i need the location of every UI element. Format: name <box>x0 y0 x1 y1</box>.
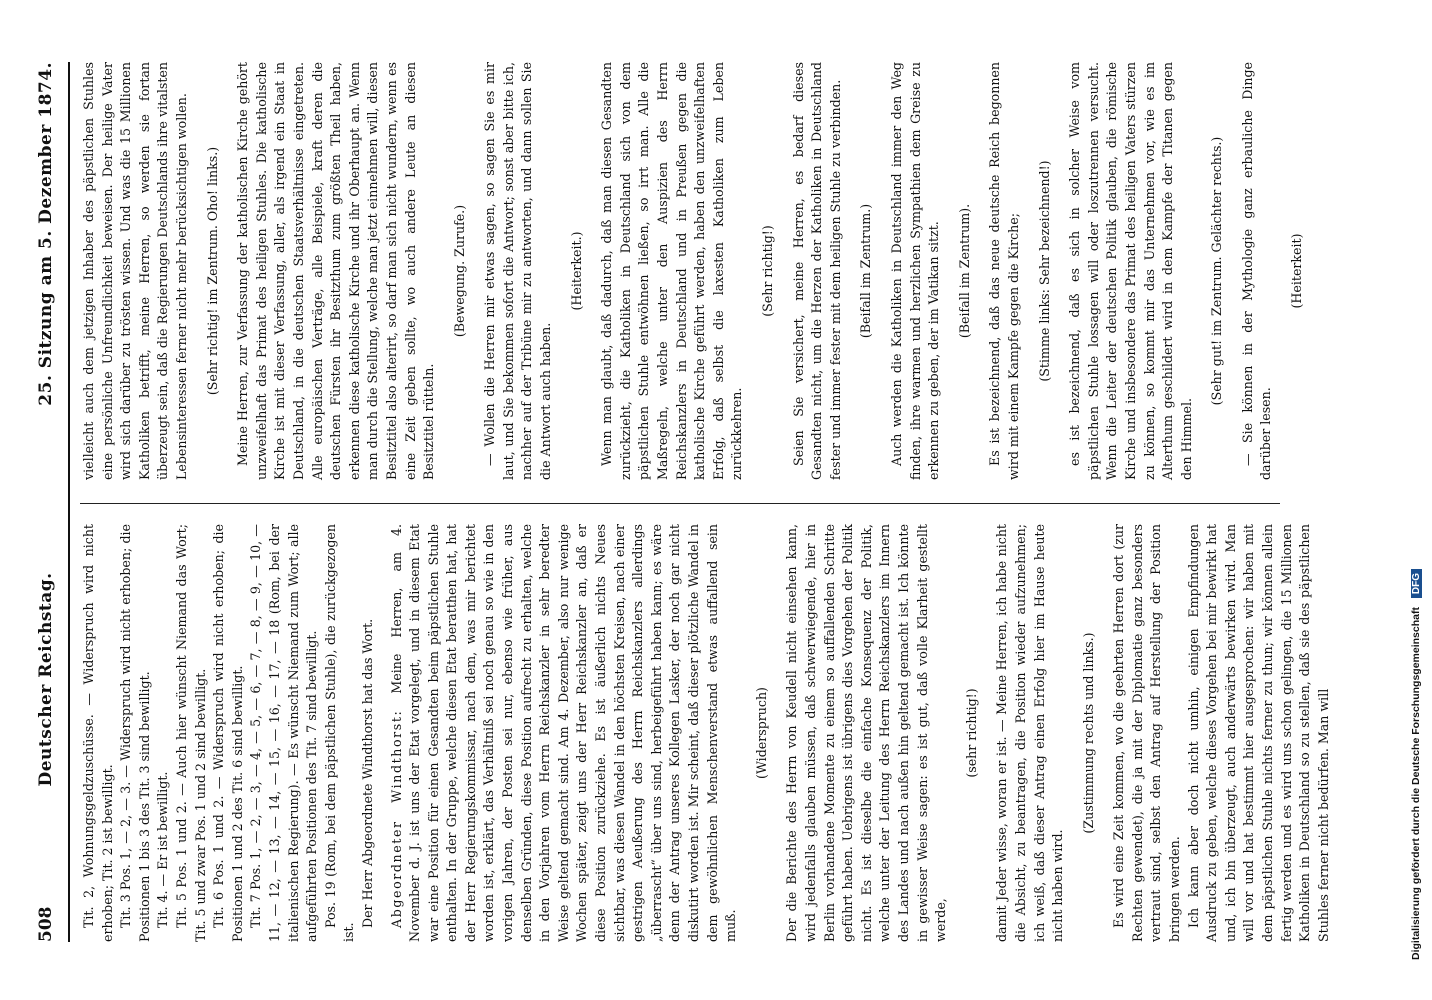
paragraph: — Sie können in der Mythologie ganz erbauliche Dinge darüber lesen. <box>1239 62 1274 480</box>
paragraph: damit Jeder wisse, woran er ist. — Meine Herren, ich habe nicht die Absicht, zu beantragen, die Position wieder aufzunehmen; ich weiß, daß dieser Antrag einen Erfolg hier im Hause heute nicht haben wird. <box>994 524 1066 942</box>
interjection: (Beifall im Zentrum). <box>956 203 972 339</box>
interjection: (Bewegung. Zurufe.) <box>451 204 467 338</box>
digitization-credit <box>1410 60 1422 960</box>
paragraph: Pos. 19 (Rom, bei dem päpstlichen Stuhle), die zurückgezogen ist. <box>322 524 357 942</box>
paragraph: Tit. 3 Pos. 1, — 2, — 3. — Widerspruch wird nicht erhoben; die Positionen 1 bis 3 des Tit. 3 sind bewilligt. <box>118 524 152 942</box>
interjection: (Heiterkeit.) <box>568 231 584 311</box>
paragraph: Wenn man glaubt, daß dadurch, daß man diesen Gesandten zurückzieht, die Katholiken in Deutschland sich von dem päpstlichen Stuhle entwöhnen ließen, so irrt man. Alle die Maßregeln, welche unter den Auspizien des Herrn Reichskanzlers in Deutschland und in Preußen gegen die katholische Kirche geführt werden, haben den unzweifelhaften Erfolg, daß selbst die laxesten Katholiken zum Leben zurückkehren. <box>599 62 745 480</box>
dfg-logo: DFG <box>1411 569 1422 598</box>
session-title: 25. Sitzung am 5. Dezember 1874. <box>36 62 56 406</box>
interjection: (Sehr gut! im Zentrum. Gelächter rechts.) <box>1209 136 1225 406</box>
interjection: (Zustimmung rechts und links.) <box>1080 632 1096 834</box>
interjection: (sehr richtig!) <box>963 688 979 778</box>
interjection: (Widerspruch) <box>753 687 769 779</box>
interjection: (Beifall im Zentrum.) <box>858 203 874 339</box>
paragraph: Seien Sie versichert, meine Herren, es bedarf dieses Gesandten nicht, um die Herzen der Katholiken in Deutschland fester und immer fester mit dem heiligen Stuhle zu verbinden. <box>790 62 843 480</box>
paragraph: Es wird eine Zeit kommen, wo die geehrten Herren dort (zur Rechten gewendet), die ja mit der Diplomatie ganz besonders vertraut sind, selbst den Antrag auf Herstellung der Position bringen werden. <box>1111 524 1183 942</box>
paragraph: — Wollen die Herren mir etwas sagen, so sagen Sie es mir laut, und Sie bekommen sofort die Antwort; sonst aber bitte ich, nachher auf der Tribüne mir zu antworten, und dann sollen Sie die Antwort auch haben. <box>482 62 554 480</box>
page-header <box>36 62 66 942</box>
interjection: (Sehr richtig! im Zentrum. Oho! links.) <box>204 146 220 396</box>
publication-title: Deutscher Reichstag. <box>36 572 56 787</box>
paragraph: Tit. 6 Pos. 1 und 2. — Widerspruch wird nicht erhoben; die Positionen 1 und 2 des Tit. 6 sind bewilligt. <box>211 524 245 942</box>
interjection: (Heiterkeit) <box>1289 233 1305 309</box>
speech-text: Meine Herren, am 4. November d. J. ist uns der Etat vorgelegt, und in diesem Etat war eine Position für einen Gesandten beim päpstlichen Stuhle enthalten. In der Gruppe, welche diesen Etat beratthen hat, hat der Herr Regierungskommissar, nach dem, was mir berichtet worden ist, erklärt, das Verhältniß sei noch genau so wie in den vorigen Jahren, der Posten sei nur, ebenso wie früher, aus denselben Gründen, diese Position aufrecht zu erhalten, welche in den Vorjahren vom Herrn Reichskanzler in sehr beredter Weise geltend gemacht sind. Am 4. Dezember, also nur wenige Wochen später, zeigt uns der Herr Reichskanzler an, daß er diese Position zurückziehe. Es ist äußerlich nichts Neues sichtbar, was diesen Wandel in den höchsten Kreisen, nach einer gestrigen Aeußerung des Herrn Reichskanzlers allerdings „überrascht“ über uns sind, herbeigeführt haben kann; es wäre denn der Antrag unseres Kollegen Lasker, der noch gar nicht diskutirt worden ist. Mir scheint, daß dieser plötzliche Wandel in dem gewöhnlichen Menschenverstand etwas auffallend sein muß. <box>388 524 739 942</box>
paragraph: Es ist bezeichnend, daß das neue deutsche Reich begonnen wird mit einem Kampfe gegen die Kirche; <box>987 62 1021 480</box>
paragraph: vielleicht auch dem jetzigen Inhaber des päpstlichen Stuhles eine persönliche Unfreundlichkeit beweisen. Der heilige Vater wird sich darüber zu trösten wissen. Und was die 15 Millionen Katholiken betrifft, meine Herren, so werden sie fortan überzeugt sein, daß die Regierungen Deutschlands ihre vitalsten Lebensinteressen ferner nicht mehr berücksichtigen wollen. <box>81 62 189 480</box>
paragraph: Tit. 2, Wohnungsgeldzuschüsse. — Widerspruch wird nicht erhoben; Tit. 2 ist bewilligt. <box>81 524 115 942</box>
speech <box>388 524 741 942</box>
paragraph: Tit. 5 Pos. 1 und 2. — Auch hier wünscht Niemand das Wort; Tit. 5 und zwar Pos. 1 und 2 sind bewilligt. <box>173 524 208 942</box>
paragraph: es ist bezeichnend, daß es sich in solcher Weise vom päpstlichen Stuhle lossagen will oder loszutrennen versucht. Wenn die Leiter der deutschen Politik glauben, die römische Kirche und insbesondere das Primat des heiligen Vaters stürzen zu können, so kommt mir das Unternehmen vor, wie es im Alterthum geschildert wird in dem Kampfe der Titanen gegen den Himmel. <box>1067 62 1194 480</box>
left-column <box>80 524 1331 942</box>
column-divider <box>80 503 1280 504</box>
right-column <box>80 62 1310 480</box>
paragraph: Ich kann aber doch nicht umhin, einigen Empfindungen Ausdruck zu geben, welche dieses Vorgehen bei mir bewirkt hat und, ich bin überzeugt, auch anderwärts bewirken wird. Man will vor und hat bestimmt hier ausgesprochen: wir haben mit dem päpstlichen Stuhle nichts ferner zu thun; wir können allein fertig werden und es wird uns schon gelingen, die 15 Millionen Katholiken in Deutschland so zu stellen, daß sie des päpstlichen Stuhles ferner nicht bedürfen. Man will <box>1185 524 1331 942</box>
paragraph: Der Herr Abgeordnete Windthorst hat das Wort. <box>359 618 375 928</box>
header-rule <box>68 62 70 942</box>
paragraph: Tit. 4. — Er ist bewilligt. <box>155 771 171 928</box>
interjection: (Sehr richtig!) <box>760 225 775 317</box>
credit-text: Digitalisierung gefördert durch die Deutsche Forschungsgemeinschaft <box>1410 607 1422 960</box>
paragraph: Meine Herren, zur Verfassung der katholischen Kirche gehört unzweifelhaft das Primat des heiligen Stuhles. Die katholische Kirche ist mit dieser Verfassung, aller, als irgend ein Staat in Deutschland, in die deutschen Staatsverhältnisse eingetreten. Alle europäischen Verträge, alle Beispiele, kraft deren die deutschen Fürsten ihr Besitzthum zum größten Theil haben, erkennen diese katholische Kirche und ihr Oberhaupt an. Wenn man durch die Stellung, welche man jetzt einnehmen will, diesen Besitztitel also alterirt, so darf man sich nicht wundern, wenn es eine Zeit geben sollte, wo auch andere Leute an diesen Besitztitel rütteln. <box>235 62 437 480</box>
interjection: (Stimme links: Sehr bezeichnend!) <box>1036 160 1052 382</box>
page-number: 508 <box>36 906 56 942</box>
speaker-name: Abgeordneter Windthorst: <box>388 709 404 928</box>
paragraph: Auch werden die Katholiken in Deutschland immer den Weg finden, ihre warmen und herzlichen Sympathien dem Greise zu erkennen zu geben, der im Vatikan sitzt. <box>888 62 942 480</box>
paragraph: Der die Berichte des Herrn von Keudell nicht einsehen kann, wird jedenfalls glauben müssen, daß schwerwiegende, hier in Berlin vorhandene Momente zu einem so auffallenden Schritte geführt haben. Uebrigens ist übrigens dies Vorgehen der Politik nicht. Es ist dieselbe die einfache Konsequenz der Politik, welche unter der Leitung des Herrn Reichskanzlers im Innern des Landes und nach außen hin geltend gemacht ist. Ich könnte in gewisser Weise sagen: es ist gut, daß volle Klarheit gestellt werde, <box>784 524 949 942</box>
paragraph: Tit. 7 Pos. 1, — 2, — 3, — 4, — 5, — 6, — 7, — 8, — 9, — 10, — 11, — 12, — 13, — 14, — 15, — 16, — 17, — 18 (Rom, bei der italienischen Regierung). — Es wünscht Niemand zum Wort; alle aufgeführten Positionen des Tit. 7 sind bewilligt. <box>248 524 320 942</box>
